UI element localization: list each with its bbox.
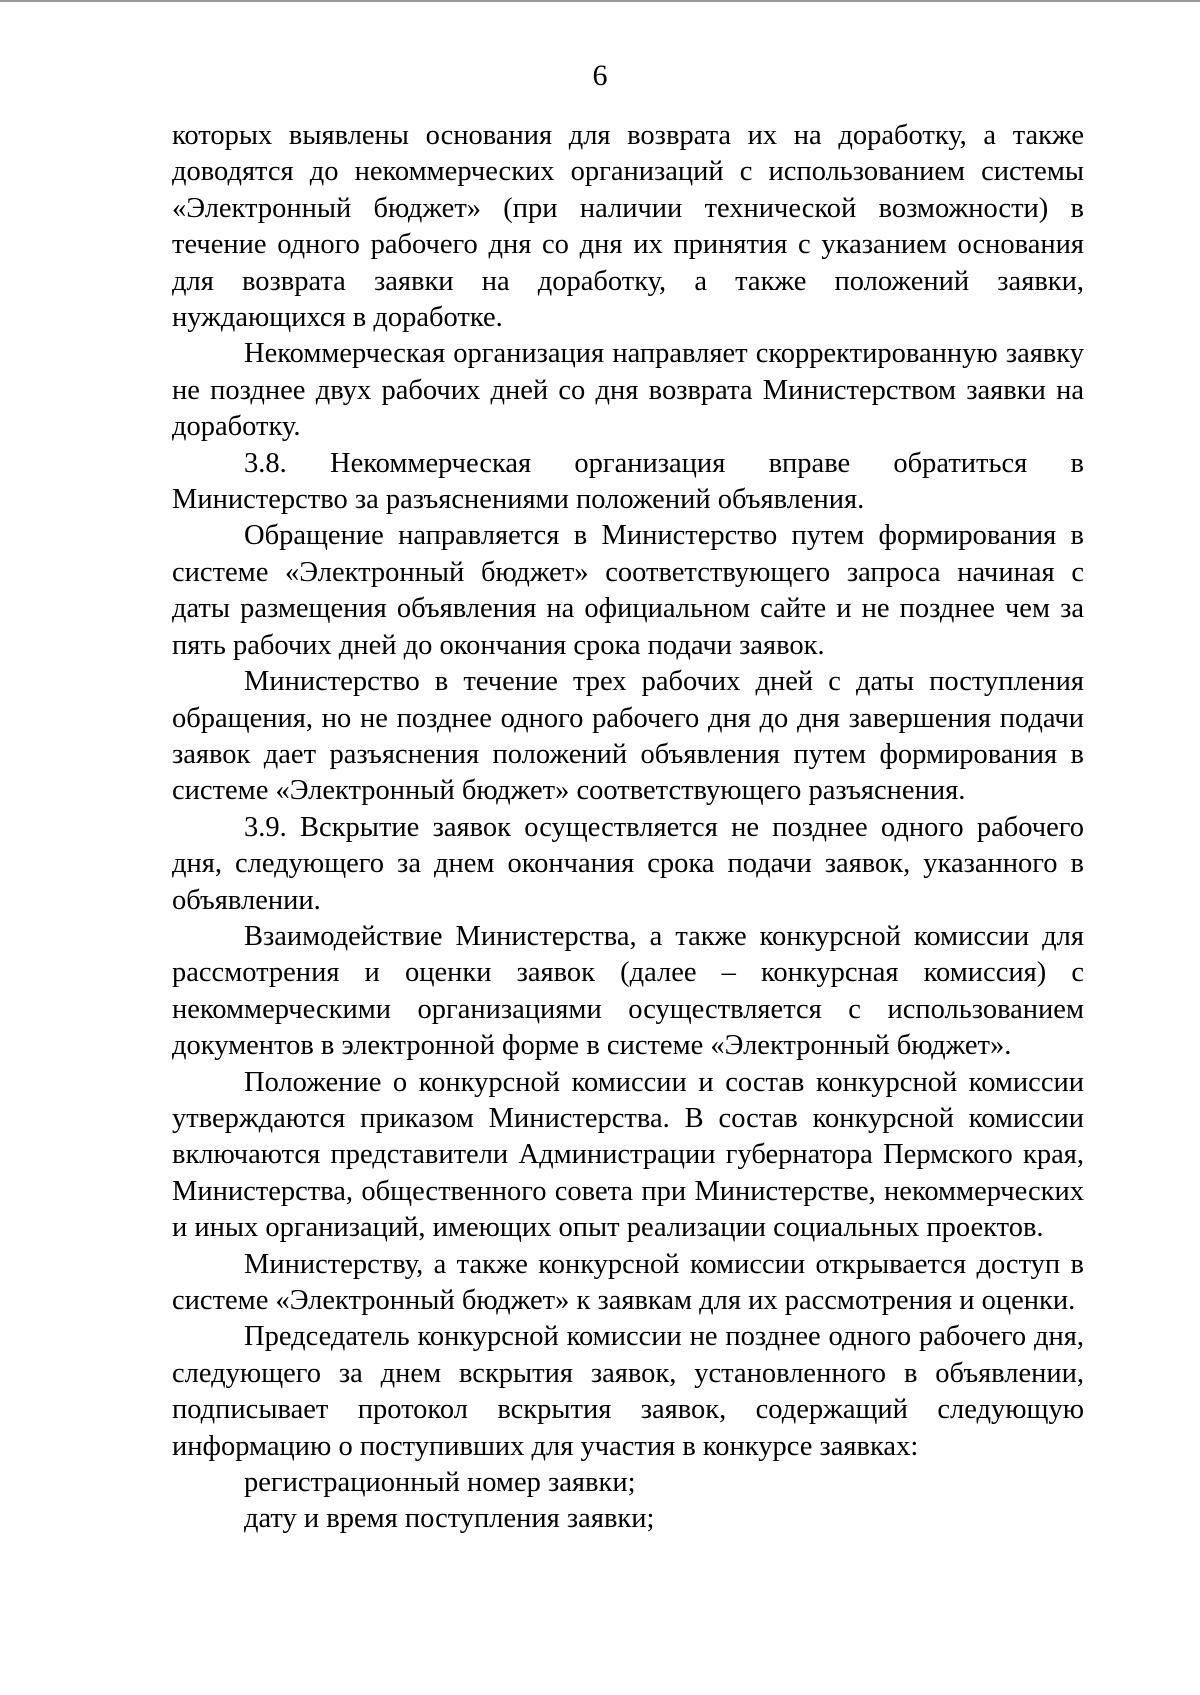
list-item: дату и время поступления заявки; bbox=[244, 1503, 655, 1535]
page-number: 6 bbox=[592, 59, 608, 92]
paragraph: Положение о конкурсной комиссии и состав конкурсной комиссии утверждаются приказом Министерства. В состав конкурсной комиссии включаются представители Администрации губернатора Пермского края, Министерства, общественного совета при Министерстве, некоммерческих и иных организаций, имеющих опыт реализации социальных проектов. bbox=[172, 1066, 1084, 1244]
paragraph: Министерству, а также конкурсной комиссии открывается доступ в системе «Электронный бюджет» к заявкам для их рассмотрения и оценки. bbox=[172, 1248, 1084, 1316]
paragraph: Некоммерческая организация направляет скорректированную заявку не позднее двух рабочих дней со дня возврата Министерством заявки на доработку. bbox=[172, 338, 1084, 443]
paragraph: Обращение направляется в Министерство путем формирования в системе «Электронный бюджет» соответствующего запроса начиная с даты размещения объявления на официальном сайте и не позднее чем за пять рабочих дней до окончания срока подачи заявок. bbox=[172, 520, 1084, 661]
paragraph: Министерство в течение трех рабочих дней с даты поступления обращения, но не позднее одного рабочего дня до дня завершения подачи заявок дает разъяснения положений объявления путем формирования в системе «Электронный бюджет» соответствующего разъяснения. bbox=[172, 666, 1084, 807]
paragraph-continuation: которых выявлены основания для возврата их на доработку, а также доводятся до некоммерческих организаций с использованием системы «Электронный бюджет» (при наличии технической возможности) в течение одного рабочего дня со дня их принятия с указанием основания для возврата заявки на доработку, а также положений заявки, нуждающихся в доработке. bbox=[172, 120, 1084, 334]
page-top-edge bbox=[0, 0, 1200, 2]
paragraph-clause-3-9: 3.9. Вскрытие заявок осуществляется не позднее одного рабочего дня, следующего за днем окончания срока подачи заявок, указанного в объявлении. bbox=[172, 811, 1084, 916]
document-body bbox=[172, 118, 1084, 1538]
paragraph-clause-3-8: 3.8. Некоммерческая организация вправе обратиться в Министерство за разъяснениями положений объявления. bbox=[172, 447, 1084, 516]
paragraph: Председатель конкурсной комиссии не позднее одного рабочего дня, следующего за днем вскрытия заявок, установленного в объявлении, подписывает протокол вскрытия заявок, содержащий следующую информацию о поступивших для участия в конкурсе заявках: bbox=[172, 1321, 1084, 1462]
paragraph: Взаимодействие Министерства, а также конкурсной комиссии для рассмотрения и оценки заявок (далее – конкурсная комиссия) с некоммерческими организациями осуществляется с использованием документов в электронной форме в системе «Электронный бюджет». bbox=[172, 920, 1084, 1062]
list-item: регистрационный номер заявки; bbox=[244, 1467, 636, 1499]
